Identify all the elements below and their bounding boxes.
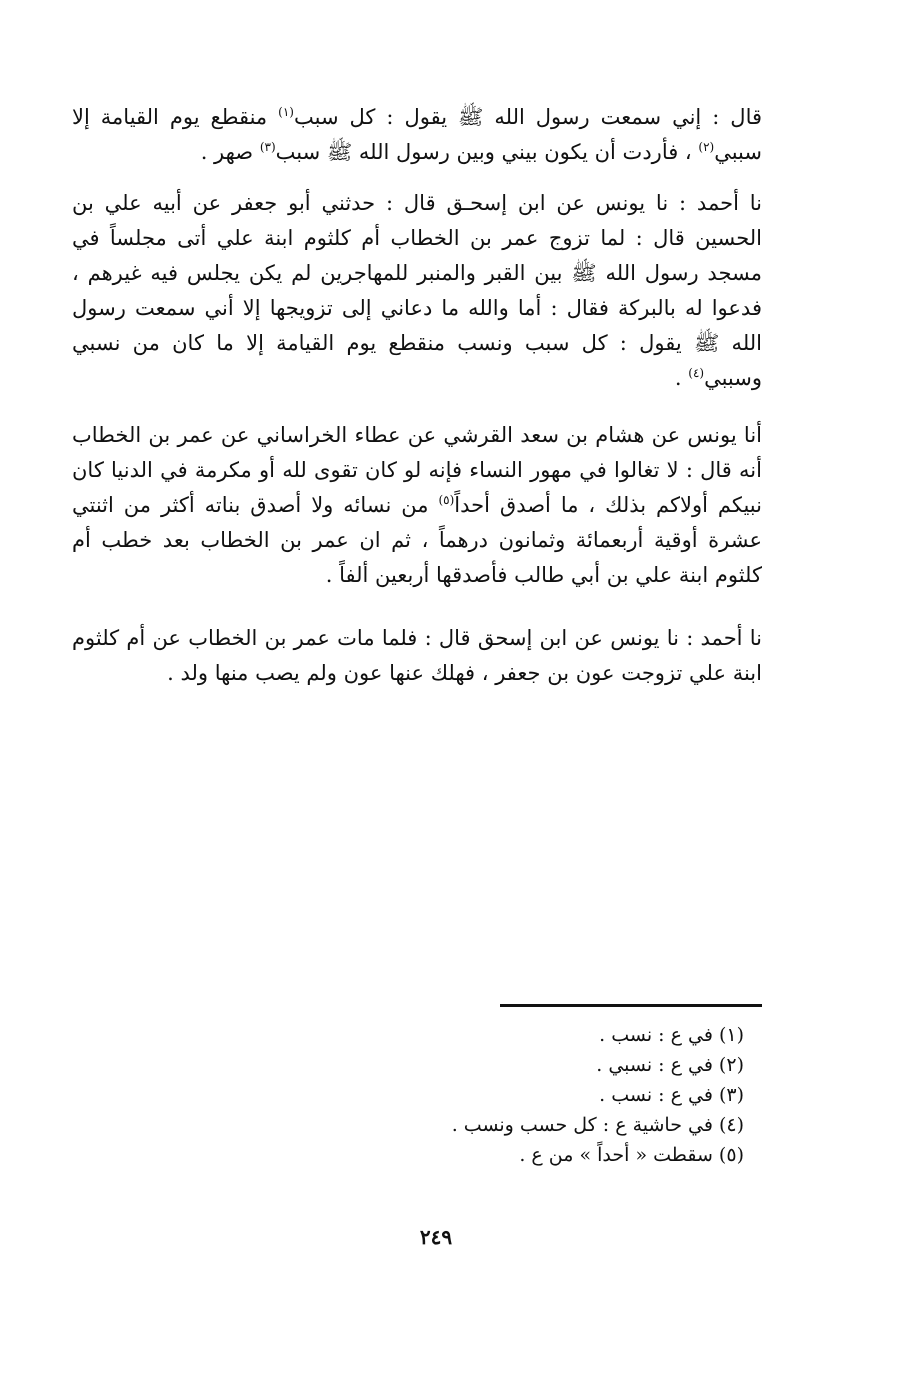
footnote-2: (٢) في ع : نسبي . xyxy=(596,1054,744,1076)
page-number: ٢٤٩ xyxy=(419,1225,453,1249)
footnote-5: (٥) سقطت « أحداً » من ع . xyxy=(519,1144,744,1166)
paragraph-3-text-b: من نسائه ولا أصدق بناته أكثر من اثنتي عشرة أوقية أربعمائة وثمانون درهماً ، ثم ان عمر بن الخطاب بعد خطب أم كلثوم ابنة علي بن أبي طالب فأصدقها أربعين ألفاً . xyxy=(72,493,762,587)
footnote-divider xyxy=(500,1004,762,1007)
paragraph-2-text-a: نا أحمد : نا يونس عن ابن إسحـق قال : حدثني أبو جعفر عن أبيه علي بن الحسين قال : لما تزوج عمر بن الخطاب أم كلثوم ابنة علي أتى مجلساً في مسجد رسول الله ﷺ بين القبر والمنبر للمهاجرين لم يكن يجلس فيه غيرهم ، فدعوا له بالبركة فقال : أما والله ما دعاني إلى تزويجها إلا أني سمعت رسول الله ﷺ يقول : كل سبب ونسب منقطع يوم القيامة إلا ما كان من نسبي وسببي xyxy=(72,191,762,390)
footnote-ref-3: (٣) xyxy=(259,140,276,154)
paragraph-1-text-a: قال : إني سمعت رسول الله ﷺ يقول : كل سبب xyxy=(293,105,763,129)
footnote-ref-4: (٤) xyxy=(688,366,705,380)
paragraph-3 xyxy=(72,418,762,593)
main-text xyxy=(72,100,762,707)
footnotes xyxy=(420,1020,744,1170)
paragraph-4-text: نا أحمد : نا يونس عن ابن إسحق قال : فلما مات عمر بن الخطاب عن أم كلثوم ابنة علي تزوجت عون بن جعفر ، فهلك عنها عون ولم يصب منها ولد . xyxy=(72,626,762,685)
footnote-ref-5: (٥) xyxy=(438,493,455,507)
paragraph-3-text-a: أنا يونس عن هشام بن سعد القرشي عن عطاء الخراساني عن عمر بن الخطاب أنه قال : لا تغالوا في مهور النساء فإنه لو كان تقوى لله أو مكرمة في الدنيا كان نبيكم أولاكم بذلك ، ما أصدق أحداً xyxy=(72,423,762,517)
paragraph-2 xyxy=(72,186,762,396)
footnote-ref-2: (٢) xyxy=(698,140,715,154)
footnote-1: (١) في ع : نسب . xyxy=(599,1024,744,1046)
paragraph-2-text-b: . xyxy=(674,366,689,390)
footnote-ref-1: (١) xyxy=(278,105,294,119)
paragraph-4 xyxy=(72,621,762,691)
paragraph-1-text-d: صهر . xyxy=(200,140,260,164)
paragraph-1 xyxy=(72,100,762,170)
footnote-4: (٤) في حاشية ع : كل حسب ونسب . xyxy=(451,1114,744,1136)
footnote-3: (٣) في ع : نسب . xyxy=(599,1084,744,1106)
paragraph-1-text-b: منقطع يوم القيامة إلا سببي xyxy=(72,105,762,164)
paragraph-1-text-c: ، فأردت أن يكون بيني وبين رسول الله ﷺ سبب xyxy=(275,140,699,164)
